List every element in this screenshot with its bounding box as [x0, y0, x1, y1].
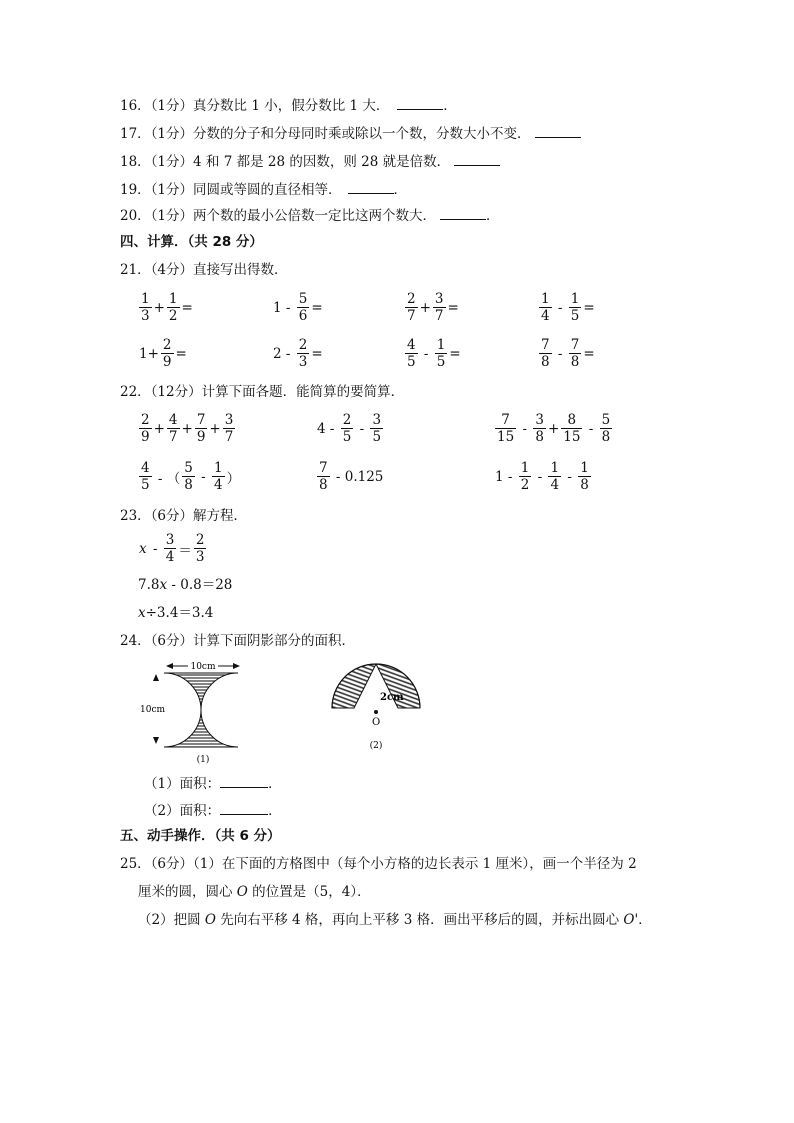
numerator: 2 — [162, 337, 172, 353]
answer-blank[interactable] — [397, 96, 443, 110]
fraction — [167, 291, 180, 324]
operator: - — [563, 468, 577, 485]
point-label: O' — [623, 912, 639, 928]
q22-item — [494, 412, 613, 445]
q21-item — [272, 337, 324, 370]
operator: + — [153, 299, 165, 316]
operator: - — [196, 468, 210, 485]
numerator: 2 — [195, 532, 205, 548]
question-number: 16． — [120, 98, 151, 114]
operator: - 0.125 — [331, 468, 384, 485]
figure-2-semicircles — [326, 656, 426, 756]
question-22 — [120, 383, 404, 401]
arrow-left-icon — [166, 663, 173, 669]
numerator: 7 — [319, 460, 328, 476]
denominator: 5 — [436, 354, 446, 370]
question-21 — [120, 261, 288, 279]
numerator: 1 — [550, 460, 560, 476]
answer-blank[interactable] — [535, 124, 581, 138]
fraction — [405, 337, 418, 370]
section-4-title: 四、计算．（共 28 分） — [120, 234, 263, 250]
operator: = — [447, 299, 459, 316]
question-number: 17． — [120, 126, 151, 142]
numerator: 4 — [168, 412, 178, 428]
question-25-line-3 — [138, 911, 652, 929]
numerator: 2 — [141, 412, 150, 428]
operator: 4 - — [317, 420, 339, 437]
figure-1-caption: (1) — [196, 755, 210, 765]
question-number: 21． — [120, 262, 151, 278]
question-text: 计算下面阴影部分的面积． — [193, 633, 356, 649]
period: ． — [443, 98, 457, 114]
operator: ＝ — [178, 542, 192, 559]
question-text: （2）把圆 — [138, 912, 205, 928]
numerator: 1 — [541, 291, 550, 307]
answer-line-2 — [144, 801, 282, 820]
question-25-line-1 — [120, 855, 637, 873]
q22-item — [138, 460, 241, 493]
operator: - — [533, 468, 547, 485]
variable-x: x — [139, 540, 147, 557]
answer-blank[interactable] — [454, 152, 500, 166]
numerator: 7 — [196, 412, 206, 428]
denominator: 2 — [168, 308, 178, 324]
numerator: 4 — [407, 337, 416, 353]
question-19 — [120, 180, 407, 199]
figure-1-side-label: 10cm — [140, 705, 166, 715]
question-text: 厘米的圆，圆心 — [138, 884, 237, 900]
denominator: 9 — [141, 429, 150, 445]
operator: = — [311, 299, 323, 316]
denominator: 8 — [184, 477, 193, 493]
numerator: 1 — [141, 291, 150, 307]
numerator: 1 — [520, 460, 530, 476]
operator: 1 - — [495, 468, 517, 485]
numerator: 2 — [298, 337, 308, 353]
answer-blank[interactable] — [440, 206, 486, 220]
q21-item — [404, 291, 460, 324]
section-5-title: 五、动手操作．（共 6 分） — [120, 828, 281, 844]
question-17 — [120, 124, 581, 143]
fraction — [561, 412, 582, 445]
denominator: 7 — [434, 308, 444, 324]
center-point — [374, 710, 378, 714]
q22-item — [494, 460, 592, 493]
q21-item — [272, 291, 324, 324]
fraction — [578, 460, 591, 493]
question-number: 23． — [120, 508, 151, 524]
period: ． — [268, 803, 282, 819]
figure-2-center-label: O — [372, 717, 381, 728]
period: ． — [638, 912, 652, 928]
fraction — [195, 412, 208, 445]
question-score: （1分） — [150, 154, 194, 170]
q21-item — [538, 291, 596, 324]
equation-2 — [138, 576, 232, 594]
question-18 — [120, 152, 500, 171]
denominator: 9 — [196, 429, 206, 445]
fraction — [297, 337, 310, 370]
operator: = — [311, 345, 323, 362]
question-text: 4 和 7 都是 28 的因数，则 28 就是倍数． — [193, 154, 451, 170]
question-text: 先向右平移 4 格，再向上平移 3 格．画出平移后的圆，并标出圆心 — [215, 912, 624, 928]
fraction — [433, 291, 446, 324]
question-score: （6分） — [150, 508, 194, 524]
question-score: （1分） — [150, 126, 194, 142]
fraction — [370, 412, 383, 445]
fraction — [139, 412, 152, 445]
q21-item — [138, 337, 188, 370]
operator: - — [584, 420, 598, 437]
point-label: O — [204, 912, 216, 928]
fraction — [341, 412, 354, 445]
numerator: 7 — [495, 412, 516, 429]
q21-item — [538, 337, 596, 370]
operator: - — [148, 540, 162, 557]
denominator: 8 — [601, 429, 611, 445]
denominator: 8 — [570, 354, 580, 370]
answer-label: （1）面积： — [144, 776, 221, 792]
question-16 — [120, 96, 457, 115]
question-score: （12分） — [150, 384, 202, 400]
answer-line-1 — [144, 774, 282, 793]
question-23 — [120, 507, 247, 525]
question-text: 真分数比 1 小，假分数比 1 大． — [193, 98, 390, 114]
period: ． — [486, 208, 500, 224]
denominator: 6 — [298, 308, 308, 324]
operator: = — [181, 299, 193, 316]
operator: 1+ — [139, 345, 159, 362]
denominator: 9 — [162, 354, 172, 370]
question-text: 同圆或等圆的直径相等． — [193, 182, 342, 198]
period: ． — [268, 776, 282, 792]
q21-item — [138, 291, 194, 324]
numerator: 5 — [298, 291, 308, 307]
denominator: 5 — [372, 429, 382, 445]
numerator: 1 — [436, 337, 446, 353]
fraction — [317, 460, 330, 493]
question-25-line-2 — [138, 883, 371, 901]
arrow-up-icon — [153, 674, 159, 681]
question-text: 两个数的最小公倍数一定比这两个数大． — [193, 208, 437, 224]
denominator: 7 — [224, 429, 234, 445]
question-20 — [120, 206, 500, 225]
denominator: 5 — [342, 429, 352, 445]
operator: + — [181, 420, 193, 437]
operator: + — [153, 420, 165, 437]
numerator: 3 — [535, 412, 544, 428]
fraction — [297, 291, 310, 324]
fraction — [139, 291, 152, 324]
operator: - — [553, 299, 567, 316]
denominator: 15 — [563, 429, 581, 445]
equation-rest: - 0.8＝28 — [167, 577, 233, 593]
fraction — [569, 291, 582, 324]
denominator: 5 — [570, 308, 580, 324]
q22-item — [316, 460, 384, 493]
question-text: 分数的分子和分母同时乘或除以一个数，分数大小不变． — [193, 126, 531, 142]
equation-1 — [138, 532, 207, 565]
fraction — [182, 460, 195, 493]
question-score: （6分） — [150, 633, 194, 649]
fraction — [569, 337, 582, 370]
operator: 2 - — [273, 345, 295, 362]
q22-item — [138, 412, 236, 445]
denominator: 4 — [165, 549, 175, 565]
fraction — [164, 532, 177, 565]
operator: + — [419, 299, 431, 316]
fraction — [519, 460, 532, 493]
numerator: 5 — [184, 460, 193, 476]
answer-blank[interactable] — [220, 801, 268, 815]
answer-blank[interactable] — [220, 774, 268, 788]
question-score: （6分） — [150, 856, 194, 872]
numerator: 1 — [214, 460, 223, 476]
point-label: O — [236, 884, 248, 900]
fraction — [139, 460, 152, 493]
denominator: 3 — [195, 549, 205, 565]
question-text: 直接写出得数． — [193, 262, 288, 278]
operator: - — [355, 420, 369, 437]
denominator: 8 — [580, 477, 589, 493]
question-text: 计算下面各题．能简算的要简算． — [201, 384, 405, 400]
fraction — [600, 412, 613, 445]
fraction — [212, 460, 225, 493]
denominator: 3 — [141, 308, 150, 324]
numerator: 3 — [434, 291, 444, 307]
numerator: 4 — [141, 460, 150, 476]
operator: - — [419, 345, 433, 362]
operator: - （ — [153, 470, 181, 487]
fraction — [548, 460, 561, 493]
answer-blank[interactable] — [348, 180, 394, 194]
denominator: 3 — [298, 354, 308, 370]
question-number: 25． — [120, 856, 151, 872]
question-score: （1分） — [150, 98, 194, 114]
fraction — [161, 337, 174, 370]
variable-x: x — [159, 577, 168, 593]
denominator: 8 — [541, 354, 550, 370]
denominator: 4 — [214, 477, 223, 493]
question-24 — [120, 632, 355, 650]
answer-label: （2）面积： — [144, 803, 221, 819]
numerator: 3 — [165, 532, 175, 548]
question-number: 22． — [120, 384, 151, 400]
denominator: 7 — [168, 429, 178, 445]
question-score: （1分） — [150, 182, 194, 198]
q21-item — [404, 337, 462, 370]
numerator: 2 — [342, 412, 352, 428]
equation-3 — [138, 604, 213, 622]
fraction — [539, 337, 552, 370]
operator: - — [553, 345, 567, 362]
figure-2-radius-label: 2cm — [380, 692, 404, 703]
question-text: 的位置是（5，4）． — [247, 884, 371, 900]
numerator: 8 — [561, 412, 582, 429]
operator: + — [209, 420, 221, 437]
numerator: 7 — [541, 337, 550, 353]
variable-x: x — [138, 605, 146, 621]
shaded-region — [164, 673, 238, 747]
question-number: 24． — [120, 633, 151, 649]
denominator: 7 — [407, 308, 416, 324]
fraction — [495, 412, 516, 445]
figure-1-top-label: 10cm — [190, 662, 216, 672]
question-text: 解方程． — [193, 508, 248, 524]
operator: = — [583, 345, 595, 362]
fraction — [405, 291, 418, 324]
operator: = — [583, 299, 595, 316]
shaded-region-left — [332, 664, 376, 708]
denominator: 4 — [550, 477, 560, 493]
numerator: 3 — [224, 412, 234, 428]
operator: = — [449, 345, 461, 362]
fraction — [533, 412, 546, 445]
fraction — [223, 412, 236, 445]
numerator: 5 — [601, 412, 611, 428]
denominator: 5 — [407, 354, 416, 370]
operator: 1 - — [273, 299, 295, 316]
question-number: 19． — [120, 182, 151, 198]
question-score: （1分） — [150, 208, 194, 224]
denominator: 15 — [497, 429, 515, 445]
q22-item — [316, 412, 384, 445]
fraction — [194, 532, 207, 565]
arrow-right-icon — [233, 663, 240, 669]
denominator: 4 — [541, 308, 550, 324]
fraction — [539, 291, 552, 324]
arrow-down-icon — [153, 737, 159, 744]
numerator: 1 — [580, 460, 589, 476]
fraction — [435, 337, 448, 370]
numerator: 1 — [168, 291, 178, 307]
question-number: 20． — [120, 208, 151, 224]
operator: = — [175, 345, 187, 362]
fraction — [167, 412, 180, 445]
numerator: 3 — [372, 412, 382, 428]
numerator: 7 — [570, 337, 580, 353]
denominator: 5 — [141, 477, 150, 493]
coefficient: 7.8 — [138, 577, 160, 593]
denominator: 8 — [319, 477, 328, 493]
period: ． — [393, 182, 408, 198]
operator: + — [547, 420, 560, 437]
figure-1-hourglass — [136, 656, 256, 768]
figure-2-caption: (2) — [369, 741, 383, 751]
question-score: （4分） — [150, 262, 194, 278]
operator: - — [518, 420, 532, 437]
denominator: 2 — [520, 477, 530, 493]
question-text: （1）在下面的方格图中（每个小方格的边长表示 1 厘米），画一个半径为 2 — [193, 856, 637, 872]
question-number: 18． — [120, 154, 151, 170]
denominator: 8 — [535, 429, 544, 445]
numerator: 2 — [407, 291, 416, 307]
numerator: 1 — [570, 291, 580, 307]
operator: ） — [226, 470, 241, 487]
equation-rest: ÷3.4＝3.4 — [145, 605, 214, 621]
